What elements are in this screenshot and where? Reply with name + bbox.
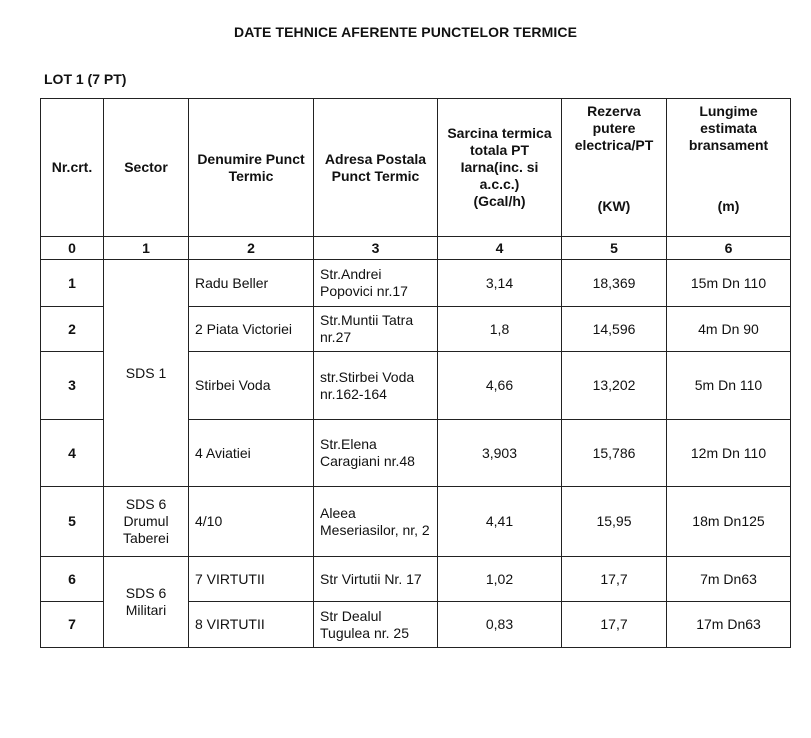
header-lungime (667, 99, 791, 237)
row-sarcina: 4,41 (438, 487, 562, 557)
row-denumire: 4/10 (189, 487, 314, 557)
row-lungime: 17m Dn63 (667, 602, 791, 648)
row-denumire: Radu Beller (189, 260, 314, 307)
row-nr: 6 (41, 557, 104, 602)
row-denumire: 4 Aviatiei (189, 420, 314, 487)
row-adresa: str.Stirbei Voda nr.162-164 (314, 352, 438, 420)
header-denumire: Denumire Punct Termic (189, 99, 314, 237)
row-sarcina: 1,8 (438, 307, 562, 352)
index-cell: 0 (41, 237, 104, 260)
lot-label: LOT 1 (7 PT) (44, 71, 127, 87)
document-title: DATE TEHNICE AFERENTE PUNCTELOR TERMICE (233, 24, 578, 40)
row-denumire: 8 VIRTUTII (189, 602, 314, 648)
row-rezerva: 18,369 (562, 260, 667, 307)
sector-cell: SDS 6 Militari (104, 557, 189, 648)
row-nr: 1 (41, 260, 104, 307)
row-rezerva: 14,596 (562, 307, 667, 352)
index-cell: 1 (104, 237, 189, 260)
header-sector: Sector (104, 99, 189, 237)
header-adresa: Adresa Postala Punct Termic (314, 99, 438, 237)
table-row (41, 487, 791, 557)
header-rezerva-unit: (KW) (597, 198, 631, 214)
row-rezerva: 13,202 (562, 352, 667, 420)
index-cell: 5 (562, 237, 667, 260)
index-cell: 6 (667, 237, 791, 260)
index-cell: 3 (314, 237, 438, 260)
row-denumire: 2 Piata Victoriei (189, 307, 314, 352)
row-sarcina: 4,66 (438, 352, 562, 420)
header-rezerva-label: Rezerva putere electrica/PT (574, 103, 654, 153)
row-adresa: Str.Muntii Tatra nr.27 (314, 307, 438, 352)
row-lungime: 4m Dn 90 (667, 307, 791, 352)
row-sarcina: 0,83 (438, 602, 562, 648)
header-sarcina-unit: (Gcal/h) (473, 193, 526, 209)
header-row (41, 99, 791, 237)
header-nr: Nr.crt. (41, 99, 104, 237)
sector-cell: SDS 6 Drumul Taberei (104, 487, 189, 557)
row-sarcina: 1,02 (438, 557, 562, 602)
row-sarcina: 3,14 (438, 260, 562, 307)
row-adresa: Aleea Meseriasilor, nr, 2 (314, 487, 438, 557)
table-row (41, 260, 791, 307)
row-nr: 3 (41, 352, 104, 420)
row-nr: 4 (41, 420, 104, 487)
header-lungime-unit: (m) (717, 198, 740, 214)
row-nr: 7 (41, 602, 104, 648)
row-rezerva: 15,95 (562, 487, 667, 557)
header-sarcina (438, 99, 562, 237)
row-adresa: Str.Elena Caragiani nr.48 (314, 420, 438, 487)
index-cell: 2 (189, 237, 314, 260)
row-rezerva: 17,7 (562, 557, 667, 602)
row-lungime: 12m Dn 110 (667, 420, 791, 487)
sector-cell: SDS 1 (104, 260, 189, 487)
table-row (41, 557, 791, 602)
index-cell: 4 (438, 237, 562, 260)
header-sarcina-label: Sarcina termica totala PT Iarna(inc. si a.c.c.) (447, 125, 552, 192)
header-rezerva (562, 99, 667, 237)
row-rezerva: 17,7 (562, 602, 667, 648)
row-nr: 5 (41, 487, 104, 557)
technical-data-table (40, 98, 791, 648)
row-lungime: 7m Dn63 (667, 557, 791, 602)
index-row (41, 237, 791, 260)
row-nr: 2 (41, 307, 104, 352)
row-denumire: Stirbei Voda (189, 352, 314, 420)
row-lungime: 15m Dn 110 (667, 260, 791, 307)
header-lungime-label: Lungime estimata bransament (688, 103, 769, 153)
row-rezerva: 15,786 (562, 420, 667, 487)
row-lungime: 18m Dn125 (667, 487, 791, 557)
row-adresa: Str Dealul Tugulea nr. 25 (314, 602, 438, 648)
row-sarcina: 3,903 (438, 420, 562, 487)
row-lungime: 5m Dn 110 (667, 352, 791, 420)
row-adresa: Str.Andrei Popovici nr.17 (314, 260, 438, 307)
row-denumire: 7 VIRTUTII (189, 557, 314, 602)
row-adresa: Str Virtutii Nr. 17 (314, 557, 438, 602)
